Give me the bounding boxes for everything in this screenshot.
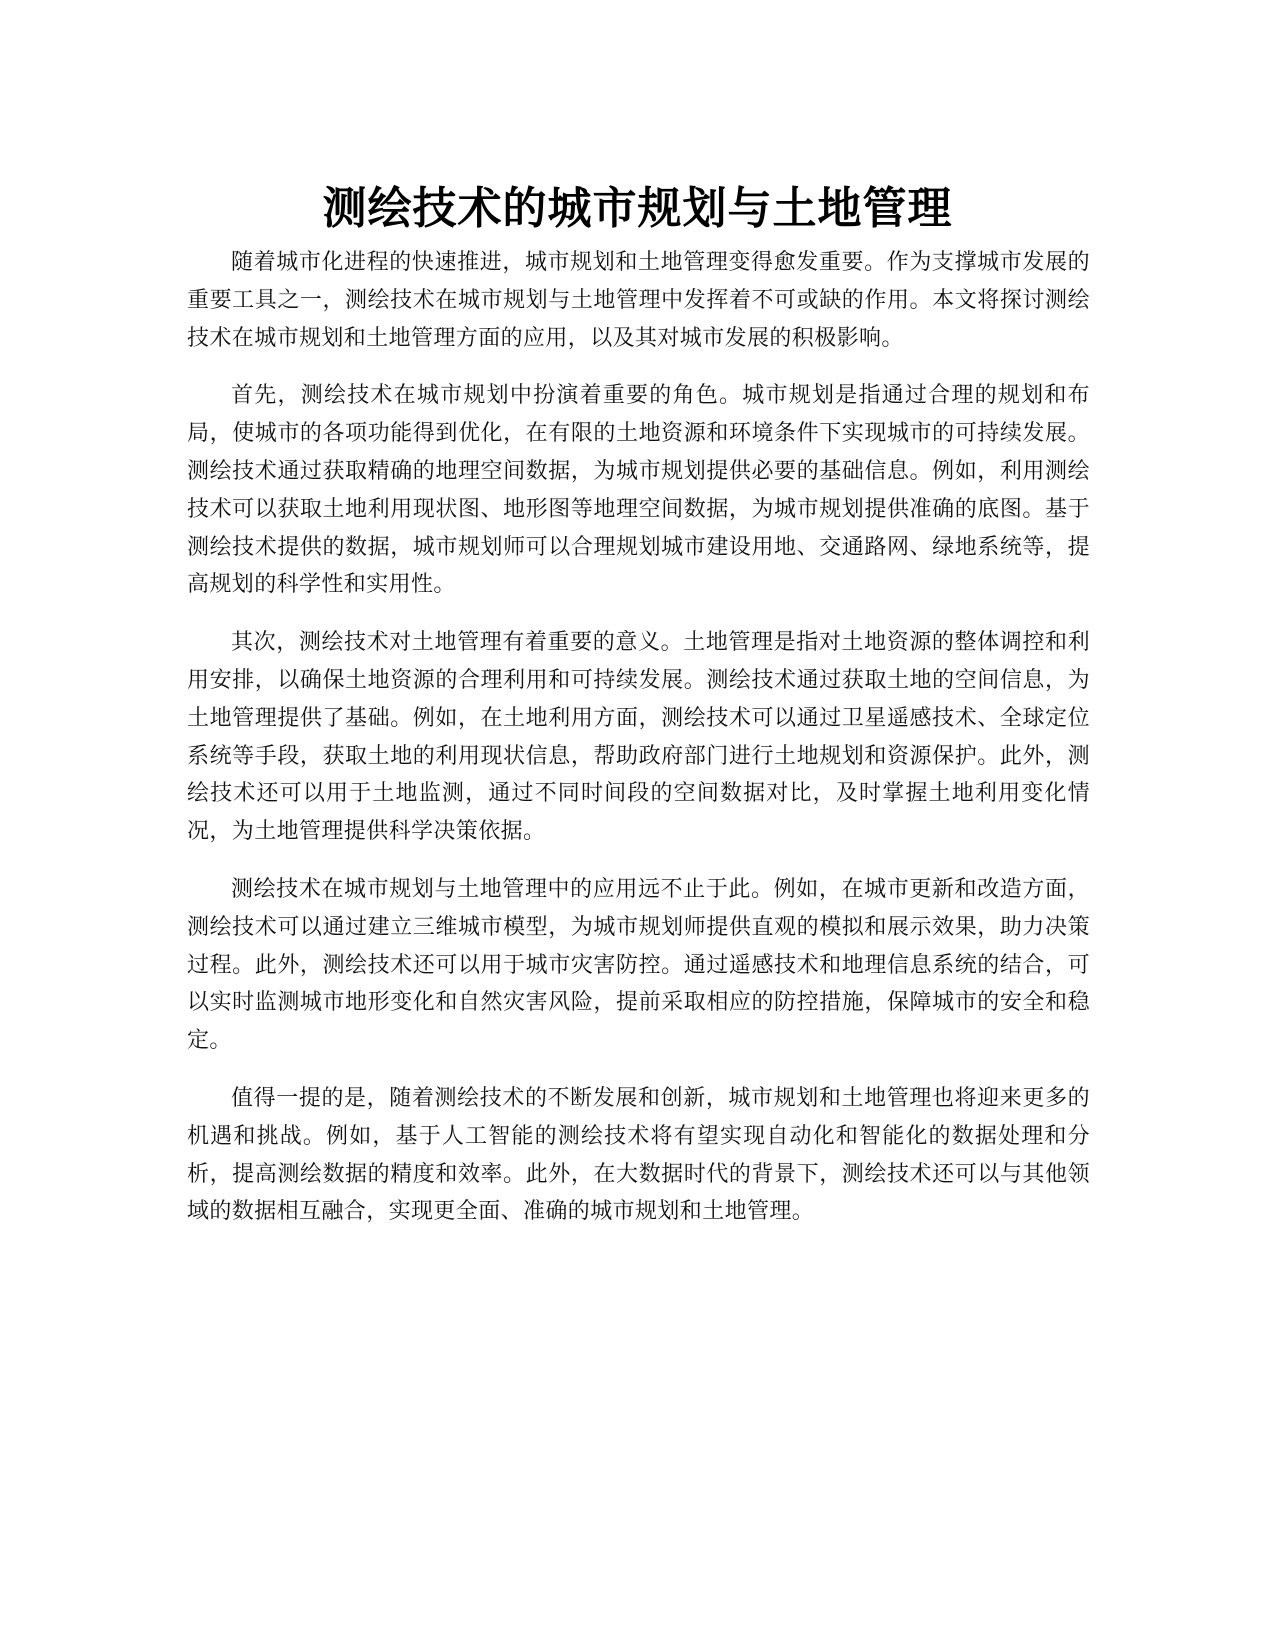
paragraph-3: 其次，测绘技术对土地管理有着重要的意义。土地管理是指对土地资源的整体调控和利用安排，以确保土地资源的合理利用和可持续发展。测绘技术通过获取土地的空间信息，为土地管理提供了基础。例如，在土地利用方面，测绘技术可以通过卫星遥感技术、全球定位系统等手段，获取土地的利用现状信息，帮助政府部门进行土地规划和资源保护。此外，测绘技术还可以用于土地监测，通过不同时间段的空间数据对比，及时掌握土地利用变化情况，为土地管理提供科学决策依据。: [187, 630, 1090, 845]
paragraph-2: 首先，测绘技术在城市规划中扮演着重要的角色。城市规划是指通过合理的规划和布局，使城市的各项功能得到优化，在有限的土地资源和环境条件下实现城市的可持续发展。测绘技术通过获取精确的地理空间数据，为城市规划提供必要的基础信息。例如，利用测绘技术可以获取土地利用现状图、地形图等地理空间数据，为城市规划提供准确的底图。基于测绘技术提供的数据，城市规划师可以合理规划城市建设用地、交通路网、绿地系统等，提高规划的科学性和实用性。: [187, 383, 1090, 598]
document-title: 测绘技术的城市规划与土地管理: [322, 183, 953, 235]
paragraph-1: 随着城市化进程的快速推进，城市规划和土地管理变得愈发重要。作为支撑城市发展的重要工具之一，测绘技术在城市规划与土地管理中发挥着不可或缺的作用。本文将探讨测绘技术在城市规划和土地管理方面的应用，以及其对城市发展的积极影响。: [187, 250, 1090, 351]
paragraph-5: 值得一提的是，随着测绘技术的不断发展和创新，城市规划和土地管理也将迎来更多的机遇和挑战。例如，基于人工智能的测绘技术将有望实现自动化和智能化的数据处理和分析，提高测绘数据的精度和效率。此外，在大数据时代的背景下，测绘技术还可以与其他领域的数据相互融合，实现更全面、准确的城市规划和土地管理。: [187, 1085, 1090, 1225]
paragraph-4: 测绘技术在城市规划与土地管理中的应用远不止于此。例如，在城市更新和改造方面，测绘技术可以通过建立三维城市模型，为城市规划师提供直观的模拟和展示效果，助力决策过程。此外，测绘技术还可以用于城市灾害防控。通过遥感技术和地理信息系统的结合，可以实时监测城市地形变化和自然灾害风险，提前采取相应的防控措施，保障城市的安全和稳定。: [187, 876, 1090, 1054]
document-body: [187, 244, 1090, 1251]
